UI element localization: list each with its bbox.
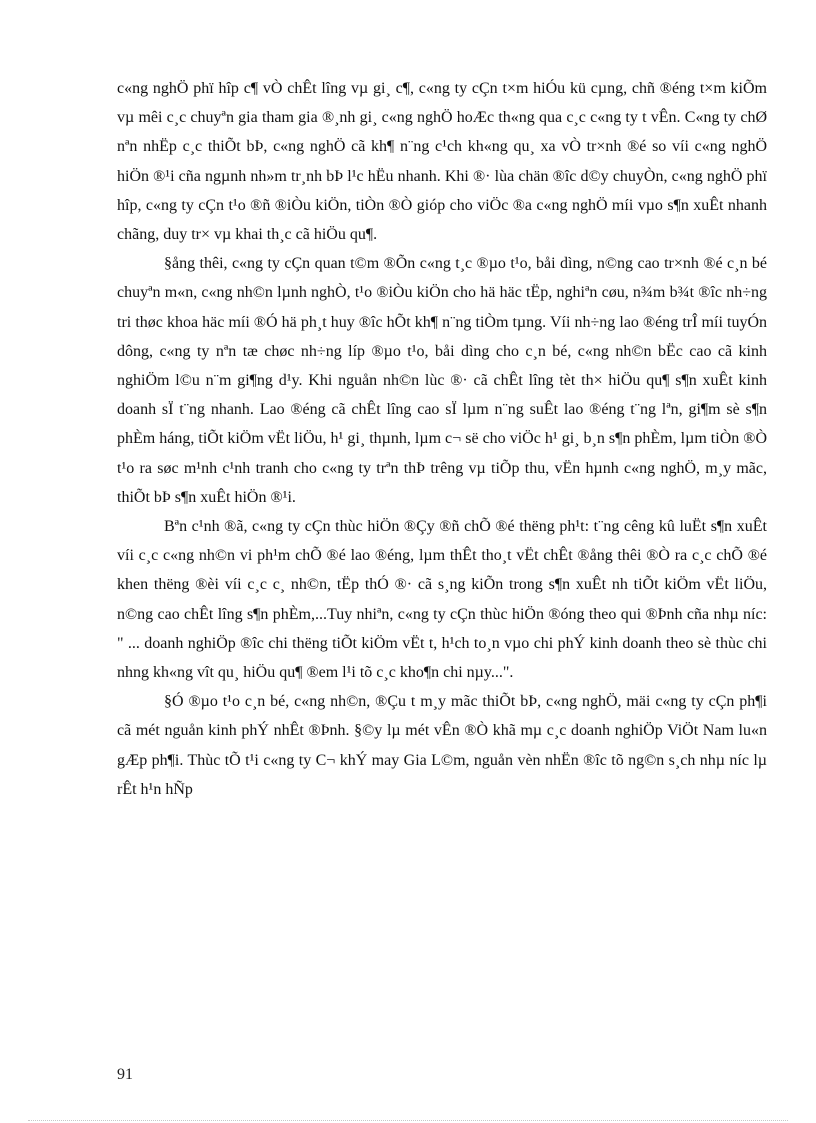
body-text bbox=[117, 74, 767, 804]
paragraph-technology: c«ng nghÖ phï hîp c¶ vÒ chÊt lîng vµ gi¸ c¶, c«ng ty cÇn t×m hiÓu kü cµng, chñ ®éng t×m kiÕm vµ mêi c¸c chuyªn gia tham gia ®¸nh gi¸ c«ng nghÖ hoÆc th«ng qua c¸c c«ng ty t vÊn. C«ng ty chØ nªn nhËp c¸c thiÕt bÞ, c«ng nghÖ cã kh¶ n¨ng c¹ch kh«ng qu¸ xa vÒ tr×nh ®é so víi c«ng nghÖ hiÖn ®¹i cña ngµnh nh»m tr¸nh bÞ l¹c hËu nhanh. Khi ®· lùa chän ®îc d©y chuyÒn, c«ng nghÖ phï hîp, c«ng ty cÇn t¹o ®ñ ®iÒu kiÖn, tiÒn ®Ò gióp cho viÖc ®a c«ng nghÖ míi vµo s¶n xuÊt nhanh chãng, duy tr× vµ khai th¸c cã hiÖu qu¶. bbox=[117, 80, 767, 244]
page-number: 91 bbox=[117, 1066, 133, 1083]
page-bottom-divider bbox=[28, 1120, 788, 1121]
paragraph-rewards: Bªn c¹nh ®ã, c«ng ty cÇn thùc hiÖn ®Çy ®ñ chÕ ®é thëng ph¹t: t¨ng cêng kû luËt s¶n xuÊt víi c¸c c«ng nh©n vi ph¹m chÕ ®é lao ®éng, lµm thÊt tho¸t vËt chÊt ®ång thêi ®Ò ra c¸c chÕ ®é khen thëng ®èi víi c¸c c¸ nh©n, tËp thÓ ®· cã s¸ng kiÕn trong s¶n xuÊt nh tiÕt kiÖm vËt liÖu, n©ng cao chÊt lîng s¶n phÈm,...Tuy nhiªn, c«ng ty cÇn thùc hiÖn ®óng theo qui ®Þnh cña nhµ níc: " ... doanh nghiÖp ®îc chi thëng tiÕt kiÖm vËt t, h¹ch to¸n vµo chi phÝ kinh doanh theo sè thùc chi nhng kh«ng vît qu¸ hiÖu qu¶ ®em l¹i tõ c¸c kho¶n chi nµy...". bbox=[117, 518, 767, 682]
paragraph-funding: §Ó ®µo t¹o c¸n bé, c«ng nh©n, ®Çu t m¸y mãc thiÕt bÞ, c«ng nghÖ, mäi c«ng ty cÇn ph¶i cã mét nguån kinh phÝ nhÊt ®Þnh. §©y lµ mét vÊn ®Ò khã mµ c¸c doanh nghiÖp ViÖt Nam lu«n gÆp ph¶i. Thùc tÕ t¹i c«ng ty C¬ khÝ may Gia L©m, nguån vèn nhËn ®îc tõ ng©n s¸ch nhµ níc lµ rÊt h¹n hÑp bbox=[117, 693, 767, 798]
paragraph-training: §ång thêi, c«ng ty cÇn quan t©m ®Õn c«ng t¸c ®µo t¹o, båi dìng, n©ng cao tr×nh ®é c¸n bé chuyªn m«n, c«ng nh©n lµnh nghÒ, t¹o ®iÒu kiÖn cho hä häc tËp, nghiªn cøu, n¾m b¾t ®îc nh÷ng tri thøc khoa häc míi ®Ó hä ph¸t huy ®îc hÕt kh¶ n¨ng tiÒm tµng. Víi nh÷ng lao ®éng trÎ míi tuyÓn dông, c«ng ty nªn tæ chøc nh÷ng líp ®µo t¹o, båi dìng cho c¸n bé, c«ng nh©n bËc cao cã kinh nghiÖm l©u n¨m gi¶ng d¹y. Khi nguån nh©n lùc ®· cã chÊt lîng tèt th× hiÖu qu¶ s¶n xuÊt kinh doanh sÏ t¨ng nhanh. Lao ®éng cã chÊt lîng cao sÏ lµm n¨ng suÊt lao ®éng t¨ng lªn, gi¶m sè s¶n phÈm háng, tiÕt kiÖm vËt liÖu, h¹ gi¸ thµnh, lµm c¬ së cho viÖc h¹ gi¸ b¸n s¶n phÈm, lµm tiÒn ®Ò t¹o ra søc m¹nh c¹nh tranh cho c«ng ty trªn thÞ trêng vµ tiÕp thu, vËn hµnh c«ng nghÖ, m¸y mãc, thiÕt bÞ s¶n xuÊt hiÖn ®¹i. bbox=[117, 255, 767, 506]
